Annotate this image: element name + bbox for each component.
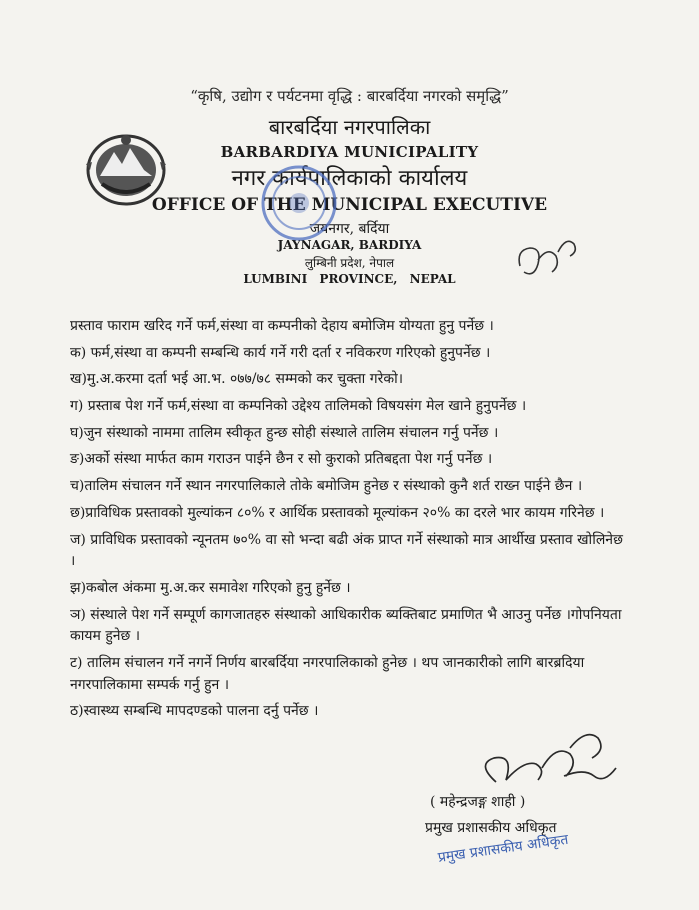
office-seal-stamp-icon	[258, 162, 340, 244]
list-item: च)तालिम संचालन गर्ने स्थान नगरपालिकाले तोके बमोजिम हुनेछ र संस्थाको कुनै शर्त राख्न पाईने छैन ।	[70, 478, 583, 495]
list-item: ङ)अर्को संस्था मार्फत काम गराउन पाईने छैन र सो कुराको प्रतिबद्दता पेश गर्नु पर्नेछ ।	[70, 451, 493, 468]
signer-title: प्रमुख प्रशासकीय अधिकृत	[425, 820, 557, 836]
list-item: ञ) संस्थाले पेश गर्ने सम्पूर्ण कागजातहरु संस्थाको आधिकारीक ब्यक्तिबाट प्रमाणित भै आउनु पर्नेछ ।गोपनियता कायम हुनेछ ।	[70, 606, 622, 645]
list-item: क) फर्म,संस्था वा कम्पनी सम्बन्धि कार्य गर्ने गरी दर्ता र नविकरण गरिएको हुनुपर्नेछ ।	[70, 344, 491, 361]
list-item: घ)जुन संस्थाको नाममा तालिम स्वीकृत हुन्छ सोही संस्थाले तालिम संचालन गर्नु पर्नेछ ।	[70, 424, 499, 441]
signature-mark-top	[508, 226, 588, 286]
address-nepali: जयनगर, बर्दिया	[309, 221, 390, 237]
list-item: ठ)स्वास्थ्य सम्बन्धि मापदण्डको पालना दर्नु पर्नेछ ।	[70, 703, 319, 720]
office-name-english: OFFICE OF THE MUNICIPAL EXECUTIVE	[151, 195, 548, 215]
province-english: LUMBINI PROVINCE, NEPAL	[243, 272, 456, 286]
list-item: ख)मु.अ.करमा दर्ता भई आ.भ. ०७७/७८ सम्मको कर चुक्ता गरेको।	[70, 371, 404, 388]
list-item: झ)कबोल अंकमा मु.अ.कर समावेश गरिएको हुनु हुर्नेछ ।	[70, 579, 351, 596]
list-item: छ)प्राविधिक प्रस्तावको मुल्यांकन ८०% र आर्थिक प्रस्तावको मूल्यांकन २०% का दरले भार कायम गरिनेछ ।	[70, 504, 605, 521]
list-item: ज) प्राविधिक प्रस्तावको न्यूनतम ७०% वा सो भन्दा बढी अंक प्राप्त गर्ने संस्थाको मात्र आर्थीख प्रस्ताव खोलिनेछ ।	[70, 531, 623, 570]
address-english: JAYNAGAR, BARDIYA	[277, 238, 422, 252]
province-nepali: लुम्बिनी प्रदेश, नेपाल	[304, 256, 395, 270]
list-item: ग) प्रस्ताब पेश गर्ने फर्म,संस्था वा कम्पनिको उद्देश्य तालिमको विषयसंग मेल खाने हुनुपर्नेछ ।	[70, 398, 527, 415]
list-item: प्रस्ताव फाराम खरिद गर्ने फर्म,संस्था वा कम्पनीको देहाय बमोजिम योग्यता हुनु पर्नेछ ।	[70, 318, 494, 334]
designation-stamp: प्रमुख प्रशासकीय अधिकृत	[436, 831, 570, 866]
office-name-nepali: नगर कार्यपालिकाको कार्यालय	[231, 166, 468, 191]
municipality-name-english: BARBARDIYA MUNICIPALITY	[220, 143, 479, 161]
list-item: ट) तालिम संचालन गर्ने नगर्ने निर्णय बारबर्दिया नगरपालिकाको हुनेछ । थप जानकारीको लागि बारब्रदिया नगरपालिकामा सम्पर्क गर्नु हुन ।	[70, 654, 585, 693]
slogan: “कृषि, उद्योग र पर्यटनमा वृद्धि : बारबर्दिया नगरको समृद्धि”	[190, 87, 509, 105]
signer-name: ( महेन्द्रजङ्ग शाही )	[430, 794, 526, 810]
municipality-name-nepali: बारबर्दिया नगरपालिका	[268, 115, 431, 139]
qualification-list	[70, 316, 630, 728]
